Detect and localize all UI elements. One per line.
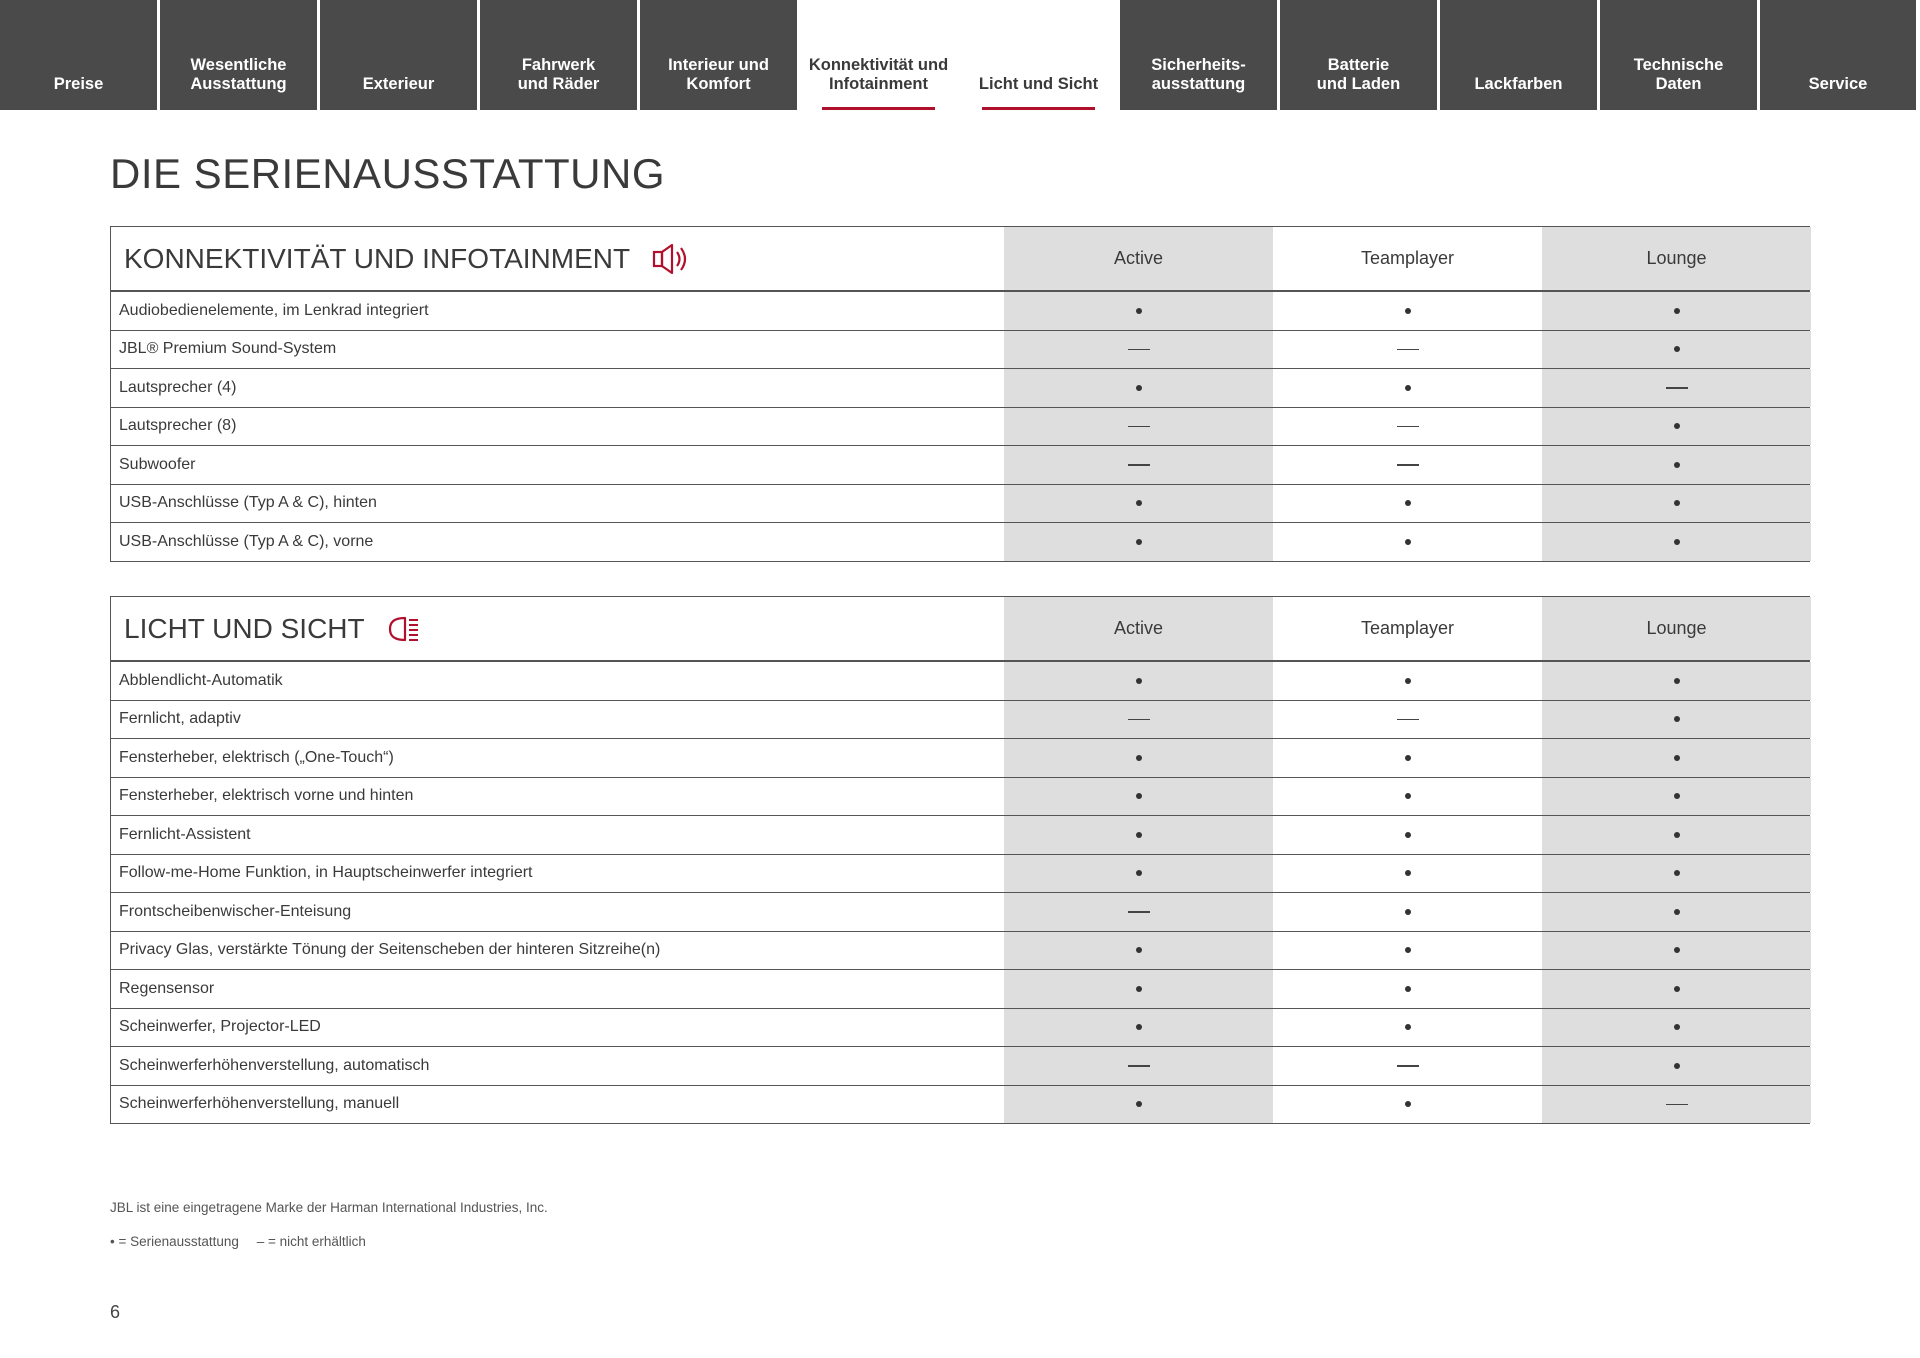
- value-cell-active: [1004, 446, 1273, 484]
- standard-marker: [1674, 870, 1680, 876]
- table-row: [111, 1046, 1809, 1085]
- value-cell-teamplayer: [1273, 292, 1542, 330]
- value-cell-active: [1004, 408, 1273, 446]
- nav-tab-label: Interieur und: [668, 56, 769, 74]
- standard-marker: [1674, 755, 1680, 761]
- nav-tab-batterie-und-laden[interactable]: [1280, 0, 1437, 110]
- standard-marker: [1405, 500, 1411, 506]
- not-available-marker: [1397, 1065, 1419, 1067]
- column-header-lounge: Lounge: [1542, 597, 1811, 660]
- value-cell-teamplayer: [1273, 408, 1542, 446]
- speaker-icon: [652, 243, 692, 275]
- value-cell-teamplayer: [1273, 1086, 1542, 1124]
- value-cell-teamplayer: [1273, 1009, 1542, 1047]
- feature-label: Audiobedienelemente, im Lenkrad integriert: [119, 301, 429, 319]
- table-row: [111, 445, 1809, 484]
- value-cell-active: [1004, 1086, 1273, 1124]
- value-cell-lounge: [1542, 893, 1811, 931]
- value-cell-active: [1004, 932, 1273, 970]
- value-cell-teamplayer: [1273, 701, 1542, 739]
- standard-marker: [1405, 947, 1411, 953]
- standard-marker: [1405, 755, 1411, 761]
- table-licht-und-sicht: [110, 596, 1810, 1124]
- nav-tab-lackfarben[interactable]: [1440, 0, 1597, 110]
- not-available-marker: [1397, 349, 1419, 351]
- standard-marker: [1674, 500, 1680, 506]
- not-available-marker: [1397, 719, 1419, 721]
- column-header-teamplayer: Teamplayer: [1360, 248, 1455, 268]
- top-navigation: [0, 0, 1920, 110]
- table-konnektivitaet: [110, 226, 1810, 562]
- feature-label: Regensensor: [119, 979, 215, 997]
- nav-tab-label: Lackfarben: [1474, 75, 1563, 93]
- standard-marker: [1136, 1101, 1142, 1107]
- not-available-marker: [1128, 426, 1150, 428]
- not-available-marker: [1128, 1065, 1150, 1067]
- not-available-marker: [1397, 426, 1419, 428]
- feature-label: Subwoofer: [119, 455, 196, 473]
- standard-marker: [1136, 539, 1142, 545]
- feature-label: JBL® Premium Sound-System: [119, 340, 337, 358]
- page-title: DIE SERIENAUSSTATTUNG: [110, 150, 666, 197]
- standard-marker: [1405, 870, 1411, 876]
- standard-marker: [1136, 1024, 1142, 1030]
- standard-marker: [1136, 678, 1142, 684]
- table-row: [111, 368, 1809, 407]
- value-cell-active: [1004, 369, 1273, 407]
- standard-marker: [1136, 500, 1142, 506]
- value-cell-lounge: [1542, 662, 1811, 700]
- standard-marker: [1674, 423, 1680, 429]
- value-cell-lounge: [1542, 855, 1811, 893]
- value-cell-lounge: [1542, 523, 1811, 561]
- not-available-marker: [1128, 911, 1150, 913]
- standard-marker: [1405, 385, 1411, 391]
- table-row: [111, 1085, 1809, 1124]
- nav-tab-label: Fahrwerk: [521, 56, 596, 74]
- value-cell-active: [1004, 662, 1273, 700]
- value-cell-lounge: [1542, 739, 1811, 777]
- standard-marker: [1136, 986, 1142, 992]
- column-header-teamplayer: Teamplayer: [1360, 618, 1455, 638]
- nav-tab-exterieur[interactable]: [320, 0, 477, 110]
- feature-label: USB-Anschlüsse (Typ A & C), vorne: [119, 532, 374, 550]
- nav-tab-label: Infotainment: [829, 75, 928, 93]
- standard-marker: [1674, 909, 1680, 915]
- nav-tab-konnektivität-und-infotainment[interactable]: [800, 0, 957, 110]
- not-available-marker: [1128, 719, 1150, 721]
- table-row: [111, 854, 1809, 893]
- table-row: [111, 700, 1809, 739]
- section-title-text: LICHT UND SICHT: [124, 612, 365, 644]
- value-cell-teamplayer: [1273, 816, 1542, 854]
- standard-marker: [1674, 1063, 1680, 1069]
- standard-marker: [1674, 832, 1680, 838]
- value-cell-lounge: [1542, 408, 1811, 446]
- feature-label: Scheinwerferhöhenverstellung, manuell: [119, 1095, 400, 1113]
- value-cell-active: [1004, 1009, 1273, 1047]
- table-row: [111, 738, 1809, 777]
- nav-tab-label: Komfort: [686, 75, 751, 93]
- feature-label: USB-Anschlüsse (Typ A & C), hinten: [119, 494, 377, 512]
- value-cell-teamplayer: [1273, 369, 1542, 407]
- nav-tab-label: Ausstattung: [190, 75, 287, 93]
- table-header: [111, 597, 1809, 662]
- value-cell-lounge: [1542, 446, 1811, 484]
- nav-tab-label: Batterie: [1327, 56, 1390, 74]
- nav-tab-label: Konnektivität und: [808, 56, 949, 74]
- feature-label: Follow-me-Home Funktion, in Hauptscheinwerfer integriert: [119, 864, 533, 882]
- standard-marker: [1405, 1024, 1411, 1030]
- standard-marker: [1405, 539, 1411, 545]
- nav-tab-label: Exterieur: [362, 75, 435, 93]
- nav-tab-label: und Räder: [517, 75, 600, 93]
- legend: [110, 1234, 380, 1249]
- nav-tab-interieur-und-komfort[interactable]: [640, 0, 797, 110]
- feature-label: Fernlicht, adaptiv: [119, 710, 241, 728]
- value-cell-lounge: [1542, 932, 1811, 970]
- nav-tab-technische-daten[interactable]: [1600, 0, 1757, 110]
- value-cell-teamplayer: [1273, 739, 1542, 777]
- table-row: [111, 662, 1809, 700]
- active-tab-underline: [822, 107, 935, 110]
- nav-tab-label: Wesentliche: [190, 56, 287, 74]
- not-available-marker: [1128, 349, 1150, 351]
- section-title: [111, 227, 1004, 290]
- feature-label: Scheinwerferhöhenverstellung, automatisch: [119, 1056, 430, 1074]
- value-cell-lounge: [1542, 1086, 1811, 1124]
- feature-label: Fernlicht-Assistent: [119, 825, 251, 843]
- column-header-active: Active: [1004, 597, 1273, 660]
- value-cell-active: [1004, 970, 1273, 1008]
- nav-tab-label: Licht und Sicht: [978, 75, 1099, 93]
- standard-marker: [1674, 346, 1680, 352]
- value-cell-active: [1004, 1047, 1273, 1085]
- standard-marker: [1405, 793, 1411, 799]
- standard-marker: [1136, 947, 1142, 953]
- column-header-lounge: Lounge: [1542, 227, 1811, 290]
- standard-marker: [1405, 678, 1411, 684]
- value-cell-teamplayer: [1273, 446, 1542, 484]
- value-cell-lounge: [1542, 816, 1811, 854]
- value-cell-lounge: [1542, 970, 1811, 1008]
- value-cell-active: [1004, 778, 1273, 816]
- legend-not-available: – = nicht erhältlich: [256, 1234, 366, 1249]
- section-title-text: KONNEKTIVITÄT UND INFOTAINMENT: [124, 242, 631, 274]
- not-available-marker: [1666, 1104, 1688, 1106]
- value-cell-active: [1004, 701, 1273, 739]
- standard-marker: [1674, 678, 1680, 684]
- nav-tab-sicherheits-ausstattung[interactable]: [1120, 0, 1277, 110]
- standard-marker: [1674, 308, 1680, 314]
- nav-tab-wesentliche-ausstattung[interactable]: [160, 0, 317, 110]
- standard-marker: [1136, 832, 1142, 838]
- value-cell-lounge: [1542, 701, 1811, 739]
- standard-marker: [1136, 755, 1142, 761]
- table-row: [111, 892, 1809, 931]
- value-cell-lounge: [1542, 1009, 1811, 1047]
- nav-tab-service[interactable]: [1760, 0, 1916, 110]
- feature-label: Scheinwerfer, Projector-LED: [119, 1018, 321, 1036]
- value-cell-teamplayer: [1273, 1047, 1542, 1085]
- not-available-marker: [1397, 464, 1419, 466]
- standard-marker: [1405, 909, 1411, 915]
- value-cell-teamplayer: [1273, 778, 1542, 816]
- page-number: 6: [110, 1302, 121, 1322]
- table-row: [111, 931, 1809, 970]
- value-cell-active: [1004, 893, 1273, 931]
- feature-label: Frontscheibenwischer-Enteisung: [119, 902, 352, 920]
- table-row: [111, 292, 1809, 330]
- value-cell-active: [1004, 855, 1273, 893]
- table-header: [111, 227, 1809, 292]
- column-header-active: Active: [1004, 227, 1273, 290]
- value-cell-teamplayer: [1273, 662, 1542, 700]
- nav-tab-label: Service: [1808, 75, 1868, 93]
- feature-label: Abblendlicht-Automatik: [119, 671, 283, 689]
- value-cell-lounge: [1542, 485, 1811, 523]
- trademark-note: JBL ist eine eingetragene Marke der Harman International Industries, Inc.: [110, 1200, 548, 1215]
- not-available-marker: [1666, 387, 1688, 389]
- value-cell-lounge: [1542, 331, 1811, 369]
- value-cell-active: [1004, 739, 1273, 777]
- standard-marker: [1405, 1101, 1411, 1107]
- standard-marker: [1674, 716, 1680, 722]
- value-cell-lounge: [1542, 778, 1811, 816]
- value-cell-active: [1004, 523, 1273, 561]
- standard-marker: [1136, 385, 1142, 391]
- value-cell-teamplayer: [1273, 855, 1542, 893]
- table-row: [111, 522, 1809, 561]
- nav-tab-label: Daten: [1655, 75, 1702, 93]
- nav-tab-label: und Laden: [1316, 75, 1401, 93]
- standard-marker: [1136, 793, 1142, 799]
- standard-marker: [1674, 1024, 1680, 1030]
- table-row: [111, 969, 1809, 1008]
- headlight-icon: [387, 615, 421, 643]
- standard-marker: [1405, 308, 1411, 314]
- standard-marker: [1136, 870, 1142, 876]
- standard-marker: [1674, 986, 1680, 992]
- standard-marker: [1674, 539, 1680, 545]
- value-cell-active: [1004, 485, 1273, 523]
- nav-tab-licht-und-sicht[interactable]: [960, 0, 1117, 110]
- value-cell-teamplayer: [1273, 331, 1542, 369]
- table-row: [111, 330, 1809, 369]
- value-cell-teamplayer: [1273, 970, 1542, 1008]
- value-cell-lounge: [1542, 292, 1811, 330]
- nav-tab-label: Sicherheits-: [1151, 56, 1246, 74]
- feature-label: Lautsprecher (4): [119, 378, 237, 396]
- feature-label: Lautsprecher (8): [119, 417, 237, 435]
- feature-label: Privacy Glas, verstärkte Tönung der Seitenscheben der hinteren Sitzreihe(n): [119, 941, 661, 959]
- legend-standard: • = Serienausstattung: [110, 1234, 239, 1249]
- table-row: [111, 407, 1809, 446]
- standard-marker: [1405, 986, 1411, 992]
- feature-label: Fensterheber, elektrisch („One-Touch“): [119, 748, 394, 766]
- nav-tab-label: Preise: [53, 75, 104, 93]
- nav-tab-fahrwerk-und-räder[interactable]: [480, 0, 637, 110]
- value-cell-teamplayer: [1273, 485, 1542, 523]
- standard-marker: [1674, 947, 1680, 953]
- table-row: [111, 815, 1809, 854]
- active-tab-underline: [982, 107, 1095, 110]
- standard-marker: [1674, 793, 1680, 799]
- value-cell-teamplayer: [1273, 523, 1542, 561]
- table-row: [111, 484, 1809, 523]
- not-available-marker: [1128, 464, 1150, 466]
- value-cell-active: [1004, 331, 1273, 369]
- value-cell-teamplayer: [1273, 932, 1542, 970]
- value-cell-teamplayer: [1273, 893, 1542, 931]
- section-title: [111, 597, 1004, 660]
- value-cell-active: [1004, 816, 1273, 854]
- table-row: [111, 1008, 1809, 1047]
- standard-marker: [1136, 308, 1142, 314]
- value-cell-lounge: [1542, 369, 1811, 407]
- nav-tab-preise[interactable]: [0, 0, 157, 110]
- nav-tab-label: Technische: [1633, 56, 1724, 74]
- standard-marker: [1674, 462, 1680, 468]
- feature-label: Fensterheber, elektrisch vorne und hinten: [119, 787, 414, 805]
- value-cell-lounge: [1542, 1047, 1811, 1085]
- standard-marker: [1405, 832, 1411, 838]
- nav-tab-label: ausstattung: [1151, 75, 1246, 93]
- table-row: [111, 777, 1809, 816]
- value-cell-active: [1004, 292, 1273, 330]
